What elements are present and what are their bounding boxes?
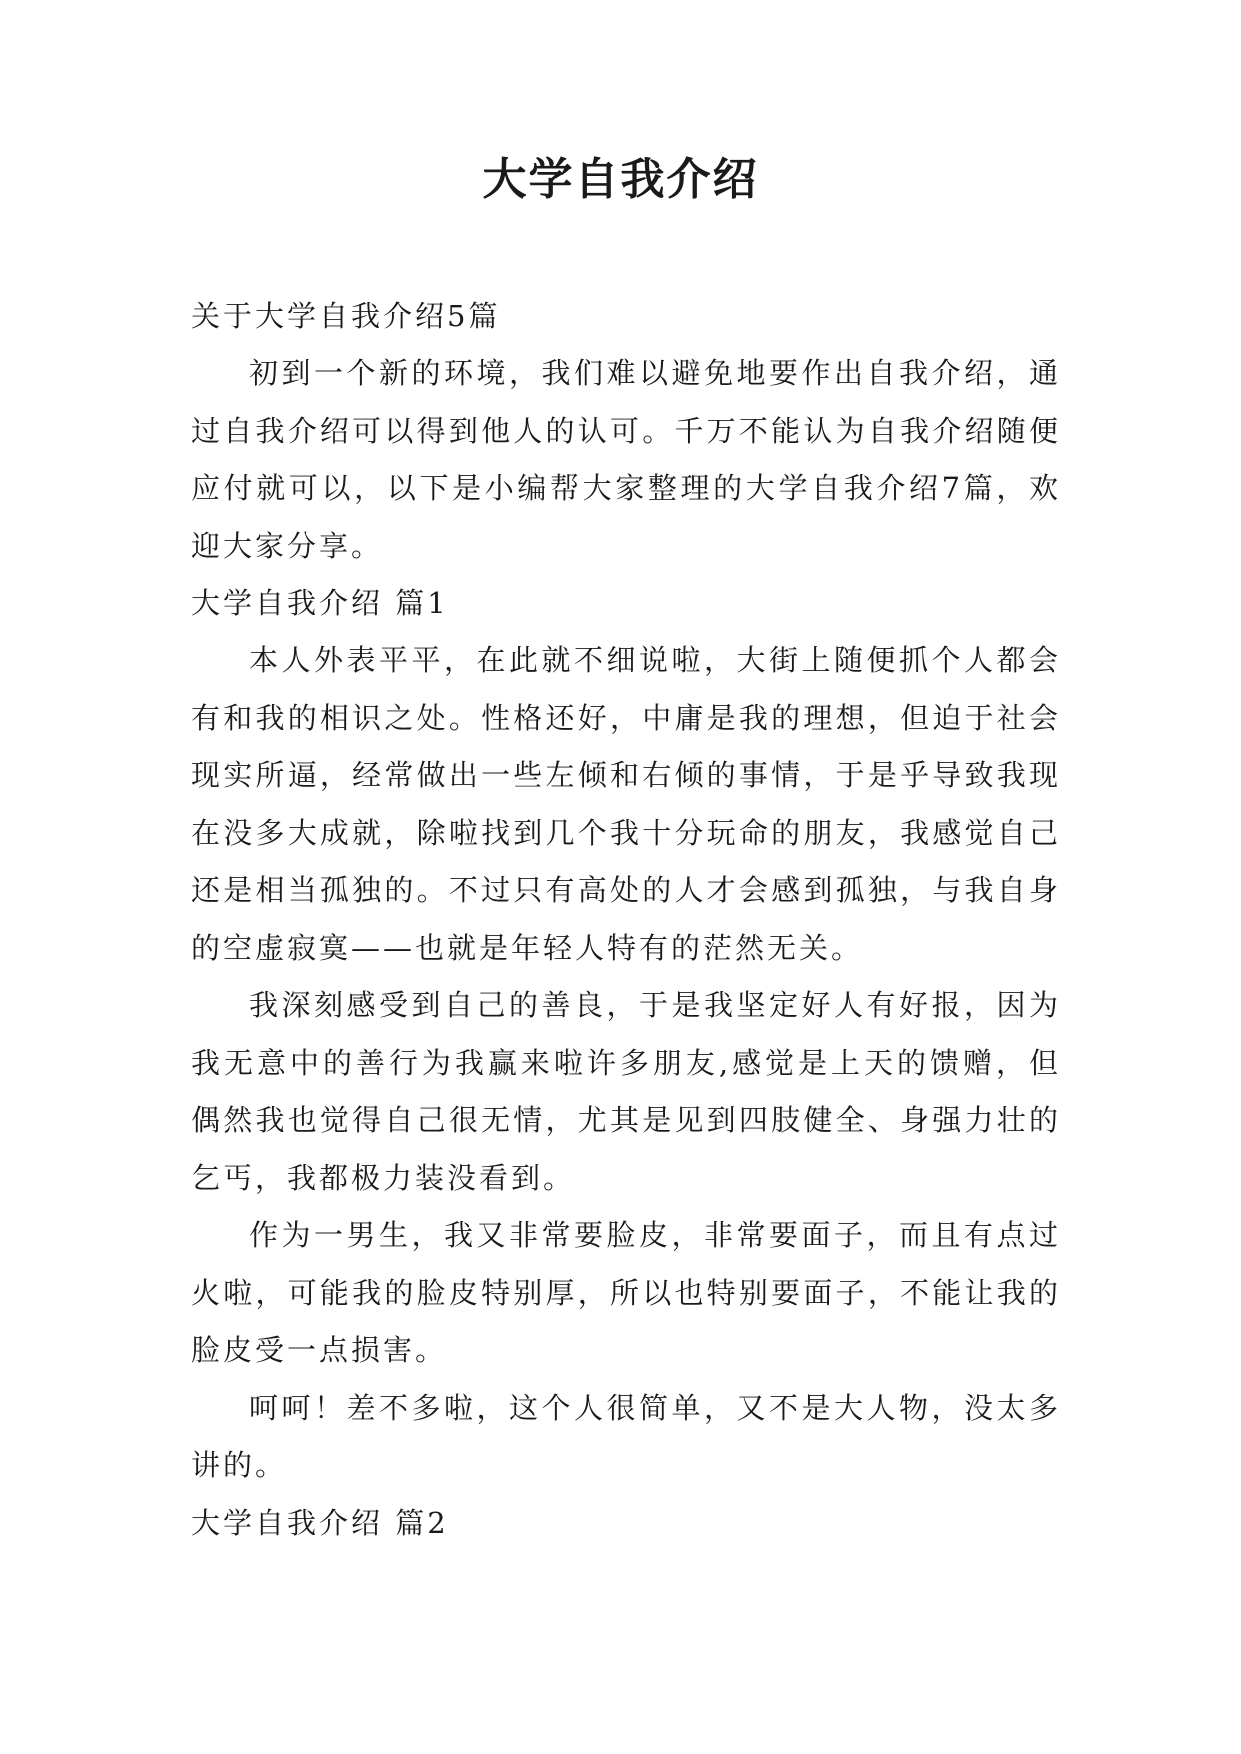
intro-heading: 关于大学自我介绍5篇 <box>191 299 501 333</box>
document-body <box>191 288 1061 1552</box>
section-heading-2: 大学自我介绍 篇2 <box>191 1505 449 1540</box>
section-1-paragraph-4: 呵呵！差不多啦，这个人很简单，又不是大人物，没太多讲的。 <box>191 1390 1061 1482</box>
intro-paragraph: 初到一个新的环境，我们难以避免地要作出自我介绍，通过自我介绍可以得到他人的认可。千万不能认为自我介绍随便应付就可以，以下是小编帮大家整理的大学自我介绍7篇，欢迎大家分享。 <box>191 356 1061 563</box>
section-1-paragraph-2: 我深刻感受到自己的善良，于是我坚定好人有好报，因为我无意中的善行为我赢来啦许多朋友,感觉是上天的馈赠，但偶然我也觉得自己很无情，尤其是见到四肢健全、身强力壮的乞丐，我都极力装没看到。 <box>191 988 1061 1195</box>
document-title: 大学自我介绍 <box>482 154 759 205</box>
section-heading-1: 大学自我介绍 篇1 <box>191 586 449 620</box>
section-1-paragraph-1: 本人外表平平，在此就不细说啦，大街上随便抓个人都会有和我的相识之处。性格还好，中庸是我的理想，但迫于社会现实所逼，经常做出一些左倾和右倾的事情，于是乎导致我现在没多大成就，除啦找到几个我十分玩命的朋友，我感觉自己还是相当孤独的。不过只有高处的人才会感到孤独，与我自身的空虚寂寞——也就是年轻人特有的茫然无关。 <box>191 643 1061 965</box>
section-1-paragraph-3: 作为一男生，我又非常要脸皮，非常要面子，而且有点过火啦，可能我的脸皮特别厚，所以也特别要面子，不能让我的脸皮受一点损害。 <box>191 1218 1061 1367</box>
